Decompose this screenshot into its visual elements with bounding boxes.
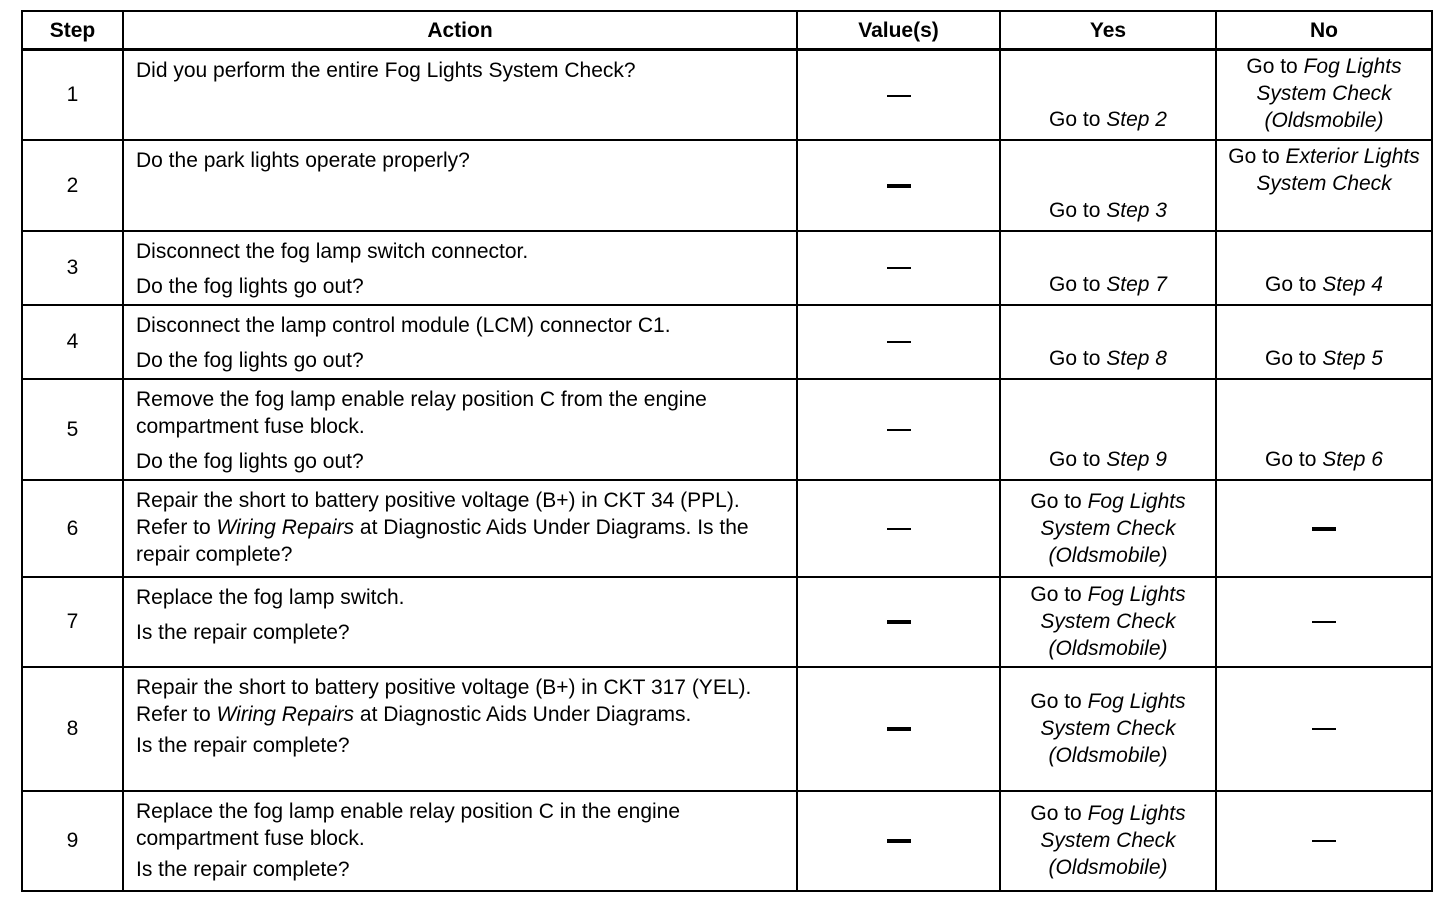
no-cell xyxy=(1216,50,1432,140)
step-number: 8 xyxy=(22,667,123,791)
action-cell xyxy=(123,379,797,480)
yes-link[interactable]: Step 7 xyxy=(1106,272,1167,296)
header-yes: Yes xyxy=(1000,11,1216,50)
yes-cell xyxy=(1000,480,1216,577)
step-number: 3 xyxy=(22,231,123,305)
yes-text: Go to xyxy=(1049,272,1107,296)
no-cell xyxy=(1216,577,1432,667)
action-text: Replace the fog lamp switch. xyxy=(136,585,405,609)
no-cell xyxy=(1216,791,1432,891)
value-dash xyxy=(887,184,911,188)
no-cell xyxy=(1216,379,1432,480)
yes-cell xyxy=(1000,667,1216,791)
step-number: 4 xyxy=(22,305,123,379)
action-text: Remove the fog lamp enable relay position C from the engine compartment fuse block. xyxy=(136,387,707,438)
no-cell xyxy=(1216,231,1432,305)
action-cell xyxy=(123,480,797,577)
action-cell xyxy=(123,577,797,667)
action-cell xyxy=(123,231,797,305)
action-question: Is the repair complete? xyxy=(136,733,350,757)
no-text: Go to xyxy=(1265,346,1323,370)
step-number: 9 xyxy=(22,791,123,891)
no-text: Go to xyxy=(1265,447,1323,471)
value-dash xyxy=(887,429,911,431)
table-row xyxy=(22,50,1432,140)
header-action: Action xyxy=(123,11,797,50)
step-number: 1 xyxy=(22,50,123,140)
no-cell xyxy=(1216,140,1432,231)
yes-cell xyxy=(1000,379,1216,480)
wiring-repairs-link[interactable]: Wiring Repairs xyxy=(216,515,355,539)
no-cell xyxy=(1216,305,1432,379)
action-text: Did you perform the entire Fog Lights System Check? xyxy=(136,59,636,82)
yes-text: Go to xyxy=(1030,802,1088,825)
step-number: 5 xyxy=(22,379,123,480)
no-text: Go to xyxy=(1246,55,1304,78)
no-dash xyxy=(1312,840,1336,842)
value-dash xyxy=(887,267,911,269)
yes-link[interactable]: Fog Lights System Check (Oldsmobile) xyxy=(1040,489,1186,567)
no-text: Go to xyxy=(1265,272,1323,296)
table-row xyxy=(22,667,1432,791)
action-text: Disconnect the lamp control module (LCM) connector C1. xyxy=(136,313,671,337)
action-question: Is the repair complete? xyxy=(136,857,350,881)
no-cell xyxy=(1216,480,1432,577)
no-link[interactable]: Step 4 xyxy=(1322,272,1383,296)
no-link[interactable]: Fog Lights System Check (Oldsmobile) xyxy=(1256,55,1402,132)
no-cell xyxy=(1216,667,1432,791)
action-cell xyxy=(123,667,797,791)
table-row xyxy=(22,305,1432,379)
yes-text: Go to xyxy=(1049,107,1107,131)
action-cell xyxy=(123,140,797,231)
yes-text: Go to xyxy=(1049,346,1107,370)
table-row xyxy=(22,480,1432,577)
value-dash xyxy=(887,839,911,843)
action-text: Repair the short to battery positive voltage (B+) in CKT 34 (PPL). Refer to xyxy=(136,488,740,539)
action-cell xyxy=(123,791,797,891)
yes-link[interactable]: Fog Lights System Check (Oldsmobile) xyxy=(1040,690,1186,767)
no-dash xyxy=(1312,728,1336,730)
step-number: 6 xyxy=(22,480,123,577)
action-cell xyxy=(123,305,797,379)
value-cell xyxy=(797,231,1000,305)
yes-cell xyxy=(1000,305,1216,379)
no-link[interactable]: Step 5 xyxy=(1322,346,1383,370)
no-link[interactable]: Exterior Lights System Check xyxy=(1256,144,1420,195)
action-question: Do the fog lights go out? xyxy=(136,449,364,473)
yes-text: Go to xyxy=(1049,198,1107,222)
value-dash xyxy=(887,95,911,97)
table-row xyxy=(22,791,1432,891)
value-cell xyxy=(797,140,1000,231)
value-cell xyxy=(797,667,1000,791)
value-cell xyxy=(797,577,1000,667)
yes-link[interactable]: Step 3 xyxy=(1106,198,1167,222)
value-cell xyxy=(797,791,1000,891)
header-row xyxy=(22,11,1432,50)
action-text: Repair the short to battery positive voltage (B+) in CKT 317 (YEL). Refer to xyxy=(136,675,752,726)
yes-text: Go to xyxy=(1030,690,1088,713)
yes-cell xyxy=(1000,50,1216,140)
no-link[interactable]: Step 6 xyxy=(1322,447,1383,471)
header-value: Value(s) xyxy=(797,11,1000,50)
yes-text: Go to xyxy=(1049,447,1107,471)
value-cell xyxy=(797,50,1000,140)
value-dash xyxy=(887,620,911,624)
yes-cell xyxy=(1000,791,1216,891)
yes-cell xyxy=(1000,140,1216,231)
no-text: Go to xyxy=(1228,144,1286,168)
yes-text: Go to xyxy=(1030,489,1088,513)
diagnostic-table-container xyxy=(21,10,1431,888)
yes-text: Go to xyxy=(1030,583,1088,606)
action-text-tail: at Diagnostic Aids Under Diagrams. Is the repair complete? xyxy=(136,515,749,566)
action-question: Do the fog lights go out? xyxy=(136,348,364,372)
yes-link[interactable]: Fog Lights System Check (Oldsmobile) xyxy=(1040,583,1186,660)
action-text: Replace the fog lamp enable relay position C in the engine compartment fuse block. xyxy=(136,799,681,850)
value-dash xyxy=(887,727,911,731)
no-dash xyxy=(1312,527,1336,531)
action-text-tail: at Diagnostic Aids Under Diagrams. xyxy=(354,702,692,726)
wiring-repairs-link[interactable]: Wiring Repairs xyxy=(216,702,355,726)
value-cell xyxy=(797,480,1000,577)
header-no: No xyxy=(1216,11,1432,50)
diagnostic-table xyxy=(21,10,1433,892)
yes-link[interactable]: Step 2 xyxy=(1106,107,1167,131)
action-question: Do the fog lights go out? xyxy=(136,274,364,298)
no-dash xyxy=(1312,621,1336,623)
yes-link[interactable]: Step 9 xyxy=(1106,447,1167,471)
yes-cell xyxy=(1000,231,1216,305)
action-cell xyxy=(123,50,797,140)
yes-link[interactable]: Step 8 xyxy=(1106,346,1167,370)
value-cell xyxy=(797,379,1000,480)
header-step: Step xyxy=(22,11,123,50)
yes-link[interactable]: Fog Lights System Check (Oldsmobile) xyxy=(1040,802,1186,879)
table-row xyxy=(22,379,1432,480)
action-text: Do the park lights operate properly? xyxy=(136,148,470,172)
table-row xyxy=(22,231,1432,305)
step-number: 2 xyxy=(22,140,123,231)
value-dash xyxy=(887,528,911,530)
step-number: 7 xyxy=(22,577,123,667)
action-question: Is the repair complete? xyxy=(136,620,350,644)
value-dash xyxy=(887,341,911,343)
value-cell xyxy=(797,305,1000,379)
table-row xyxy=(22,577,1432,667)
action-text: Disconnect the fog lamp switch connector. xyxy=(136,239,529,263)
table-row xyxy=(22,140,1432,231)
yes-cell xyxy=(1000,577,1216,667)
